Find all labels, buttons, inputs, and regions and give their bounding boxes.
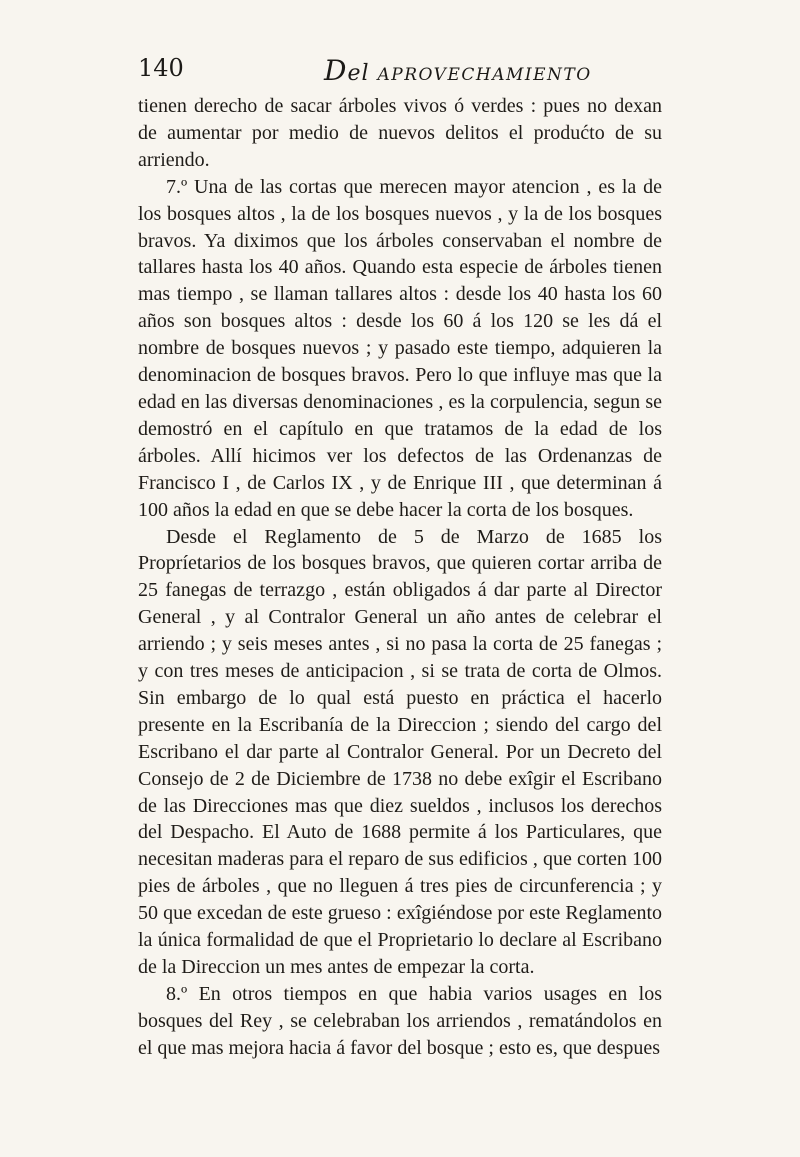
running-head-initial: D (324, 54, 348, 87)
body-text (138, 93, 662, 1062)
page-header (138, 52, 658, 92)
running-head-word: el (347, 61, 370, 86)
running-head (324, 54, 592, 87)
running-head-title: APROVECHAMIENTO (377, 65, 592, 85)
page-number: 140 (138, 54, 184, 82)
paragraph-section-7: 7.º Una de las cortas que merecen mayor atencion , es la de los bosques altos , la de los bosques nuevos , y la de los bosques bravos. Ya diximos que los árboles conservaban el nombre de tallares hasta los 40 años. Quando esta especie de árboles tienen mas tiempo , se llaman tallares altos : desde los 40 hasta los 60 años son bosques altos : desde los 60 á los 120 se les dá el nombre de bosques nuevos ; y pasado este tiempo, adquieren la denominacion de bosques bravos. Pero lo que influye mas que la edad en las diversas denominaciones , es la corpulencia, segun se demostró en el capítulo en que tratamos de la edad de los árboles. Allí hicimos ver los defectos de las Ordenanzas de Francisco I , de Carlos IX , y de Enrique III , que determinan á 100 años la edad en que se debe hacer la corta de los bosques. (138, 175, 662, 521)
paragraph-continuation: tienen derecho de sacar árboles vivos ó verdes : pues no dexan de aumentar por medio de nuevos delitos el produćto de su arriendo. (138, 95, 662, 171)
paragraph-reglamento: Desde el Reglamento de 5 de Marzo de 1685 los Propríetarios de los bosques bravos, que quieren cortar arriba de 25 fanegas de terrazgo , están obligados á dar parte al Director General , y al Contralor General un año antes de celebrar el arriendo ; y seis meses antes , si no pasa la corta de 25 fanegas ; y con tres meses de anticipacion , si se trata de corta de Olmos. Sin embargo de lo qual está puesto en práctica el hacerlo presente en la Escribanía de la Direccion ; siendo del cargo del Escribano el dar parte al Contralor General. Por un Decreto del Consejo de 2 de Diciembre de 1738 no debe exîgir el Escribano de las Direcciones mas que diez sueldos , inclusos los derechos del Despacho. El Auto de 1688 permite á los Particulares, que necesitan maderas para el reparo de sus edificios , que corten 100 pies de árboles , que no lleguen á tres pies de circunferencia ; y 50 que excedan de este grueso : exîgiéndose por este Reglamento la única formalidad de que el Proprietario lo declare al Escribano de la Direccion un mes antes de empezar la corta. (138, 525, 662, 978)
paragraph-section-8: 8.º En otros tiempos en que habia varios usages en los bosques del Rey , se celebraban los arriendos , rematándolos en el que mas mejora hacia á favor del bosque ; esto es, que despues (138, 982, 662, 1059)
